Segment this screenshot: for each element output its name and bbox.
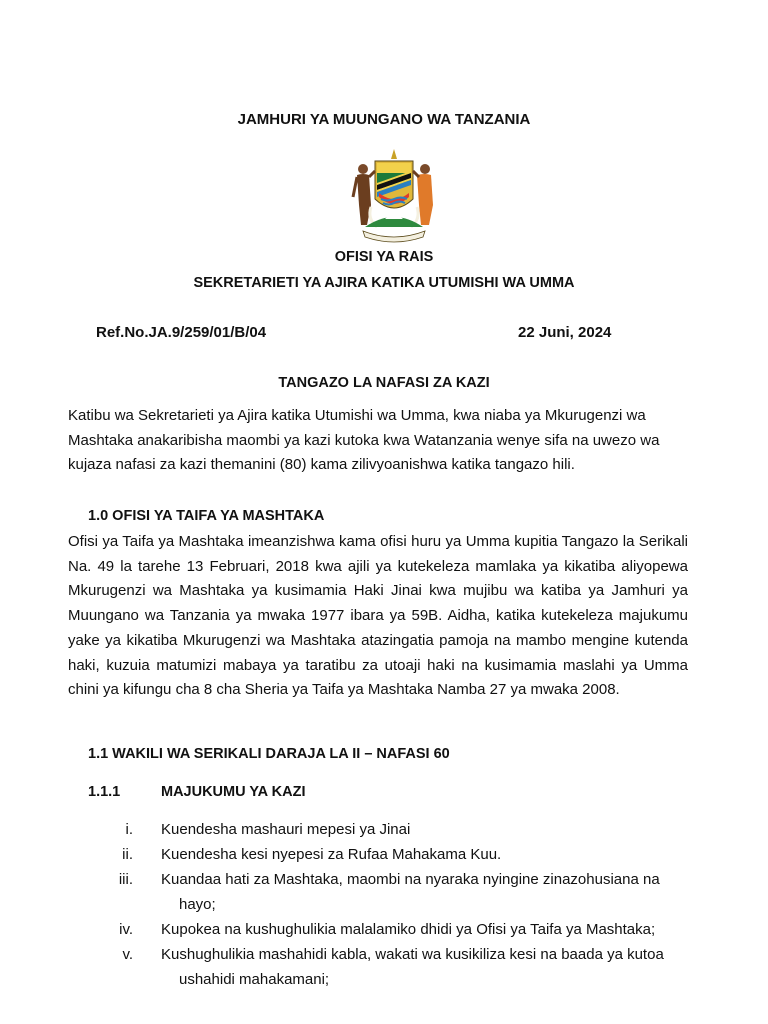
duty-item <box>161 918 691 943</box>
section-1-0-body: Ofisi ya Taifa ya Mashtaka imeanzishwa kama ofisi huru ya Umma kupitia Tangazo la Serikali Na. 49 la tarehe 13 Februari, 2018 kwa ajili ya kutekeleza mamlaka ya kikatiba aliyopewa Mkurugenzi wa Mashtaka ya kusimamia Haki Jinai kwa mujibu wa katiba ya Jamhuri ya Muungano wa Tanzania ya mwaka 1977 ibara ya 59B. Aidha, katika kutekeleza majukumu yake ya kikatiba Mkurugenzi wa Mashtaka atazingatia pamoja na mambo mengine kutenda haki, kuzuia matumizi mabaya ya taratibu za utoaji haki na kusimamia maslahi ya Umma chini ya kifungu cha 8 cha Sheria ya Taifa ya Mashtaka Namba 27 ya mwaka 2008. <box>68 533 688 699</box>
office-heading: OFISI YA RAIS <box>334 249 434 265</box>
intro-paragraph: Katibu wa Sekretarieti ya Ajira katika Utumishi wa Umma, kwa niaba ya Mkurugenzi wa Mashtaka anakaribisha maombi ya kazi kutoka kwa Watanzania wenye sifa na uwezo wa kujaza nafasi za kazi themanini (80) kama zilivyoanishwa katika tangazo hili. <box>68 407 660 474</box>
section-heading-1-1: 1.1 WAKILI WA SERIKALI DARAJA LA II – NAFASI 60 <box>88 746 450 762</box>
duty-item <box>161 868 691 917</box>
duty-item <box>161 943 691 992</box>
duty-number: i. <box>125 821 133 838</box>
duty-number: iv. <box>119 921 133 938</box>
reference-number: Ref.No.JA.9/259/01/B/04 <box>96 324 267 341</box>
document-date: 22 Juni, 2024 <box>518 324 612 341</box>
section-heading-1-1-1: MAJUKUMU YA KAZI <box>161 784 306 800</box>
secretariat-heading: SEKRETARIETI YA AJIRA KATIKA UTUMISHI WA UMMA <box>193 275 575 291</box>
section-heading-1-0: 1.0 OFISI YA TAIFA YA MASHTAKA <box>88 508 325 524</box>
duty-text-continuation: ushahidi mahakamani; <box>179 970 330 988</box>
duty-text-line: Kuandaa hati za Mashtaka, maombi na nyaraka nyingine zinazohusiana na <box>161 871 660 888</box>
duty-text-line: Kuendesha kesi nyepesi za Rufaa Mahakama Kuu. <box>161 846 502 863</box>
section-number-1-1-1: 1.1.1 <box>88 784 121 800</box>
duty-text-line: Kupokea na kushughulikia malalamiko dhidi ya Ofisi ya Taifa ya Mashtaka; <box>161 921 656 938</box>
duty-text-line: Kushughulikia mashahidi kabla, wakati wa kusikiliza kesi na baada ya kutoa <box>161 946 664 963</box>
duty-number: ii. <box>122 846 133 863</box>
advert-title: TANGAZO LA NAFASI ZA KAZI <box>278 375 490 391</box>
duty-number: v. <box>122 946 133 963</box>
duty-number: iii. <box>118 871 133 888</box>
duty-text-continuation: hayo; <box>179 895 216 913</box>
duty-item <box>161 818 691 843</box>
country-heading: JAMHURI YA MUUNGANO WA TANZANIA <box>237 111 531 128</box>
duty-text-line: Kuendesha mashauri mepesi ya Jinai <box>161 821 411 838</box>
coat-of-arms-icon <box>347 147 441 245</box>
duty-item <box>161 843 691 868</box>
